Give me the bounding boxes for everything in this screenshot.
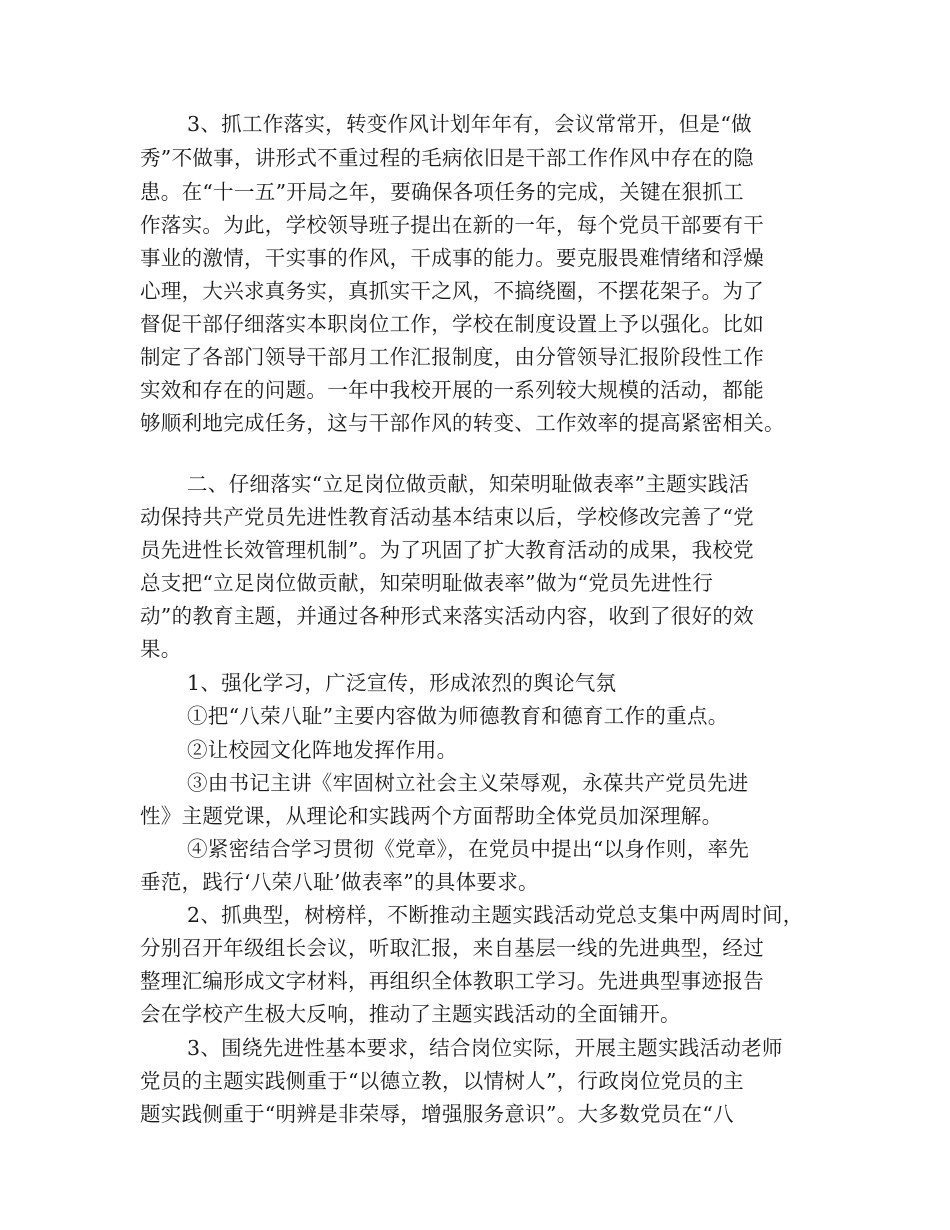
text-line: 作落实。为此，学校领导班子提出在新的一年，每个党员干部要有干 <box>140 213 764 237</box>
text-line: ④紧密结合学习贯彻《党章》，在党员中提出“以身作则，率先 <box>187 837 750 861</box>
text-line: 心理，大兴求真务实，真抓实干之风，不搞绕圈，不摆花架子。为了 <box>140 279 764 303</box>
text-line: 动保持共产党员先进性教育活动基本结束以后，学校修改完善了“党 <box>140 505 754 529</box>
text-line: 2、抓典型，树榜样，不断推动主题实践活动党总支集中两周时间， <box>187 903 804 927</box>
text-line: 员先进性长效管理机制”。为了巩固了扩大教育活动的成果，我校党 <box>140 538 754 562</box>
text-line: 分别召开年级组长会议，听取汇报，来自基层一线的先进典型，经过 <box>140 936 764 960</box>
text-line: 秀”不做事，讲形式不重过程的毛病依旧是干部工作作风中存在的隐 <box>140 146 754 170</box>
text-line: 垂范，践行‘八荣八耻’做表率”的具体要求。 <box>140 870 539 894</box>
text-line: 总支把“立足岗位做贡献，知荣明耻做表率”做为“党员先进性行 <box>140 571 714 595</box>
text-line: 二、仔细落实“立足岗位做贡献，知荣明耻做表率”主题实践活 <box>187 472 750 496</box>
text-line: 制定了各部门领导干部月工作汇报制度，由分管领导汇报阶段性工作 <box>140 345 764 369</box>
text-line: ③由书记主讲《牢固树立社会主义荣辱观，永葆共产党员先进 <box>187 771 749 795</box>
text-line: 题实践侧重于“明辨是非荣辱，增强服务意识”。大多数党员在“八 <box>140 1102 734 1126</box>
text-line: 果。 <box>140 637 182 661</box>
text-line: 党员的主题实践侧重于“以德立教，以情树人”，行政岗位党员的主 <box>140 1069 744 1093</box>
text-line: 会在学校产生极大反响，推动了主题实践活动的全面铺开。 <box>140 1002 681 1026</box>
text-line: 3、抓工作落实，转变作风计划年年有，会议常常开，但是“做 <box>187 112 752 136</box>
text-line: 事业的激情，干实事的作风，干成事的能力。要克服畏难情绪和浮燥 <box>140 246 764 270</box>
text-line: 实效和存在的问题。一年中我校开展的一系列较大规模的活动，都能 <box>140 378 764 402</box>
text-line: 督促干部仔细落实本职岗位工作，学校在制度设置上予以强化。比如 <box>140 312 764 336</box>
text-line: ②让校园文化阵地发挥作用。 <box>187 738 458 762</box>
text-line: 动”的教育主题，并通过各种形式来落实活动内容，收到了很好的效 <box>140 604 754 628</box>
text-line: 1、强化学习，广泛宣传，形成浓烈的舆论气氛 <box>187 671 617 695</box>
text-line: 整理汇编形成文字材料，再组织全体教职工学习。先进典型事迹报告 <box>140 969 764 993</box>
text-line: 性》主题党课，从理论和实践两个方面帮助全体党员加深理解。 <box>140 804 723 828</box>
text-line: ①把“八荣八耻”主要内容做为师德教育和德育工作的重点。 <box>187 704 729 728</box>
text-line: 3、围绕先进性基本要求，结合岗位实际，开展主题实践活动老师 <box>187 1036 783 1060</box>
text-line: 患。在“十一五”开局之年，要确保各项任务的完成，关键在狠抓工 <box>140 180 744 204</box>
text-line: 够顺利地完成任务，这与干部作风的转变、工作效率的提高紧密相关。 <box>140 411 785 435</box>
